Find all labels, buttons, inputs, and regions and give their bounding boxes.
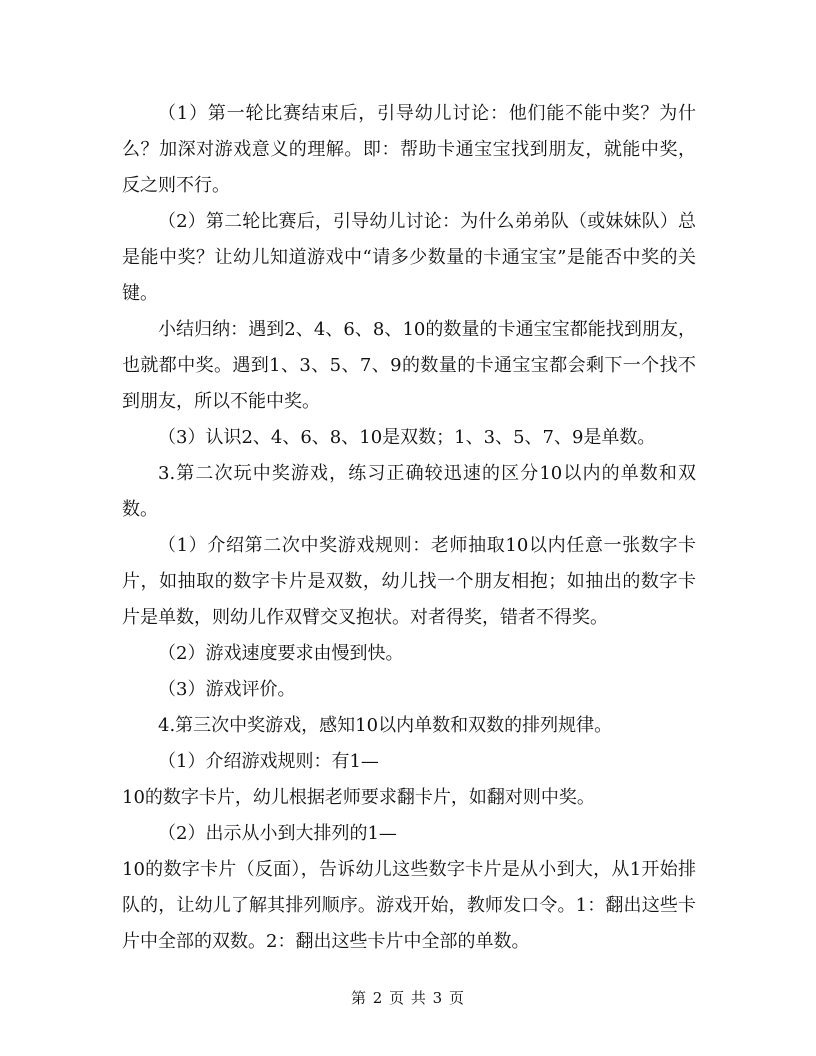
- paragraph: （2）第二轮比赛后，引导幼儿讨论：为什么弟弟队（或妹妹队）总是能中奖？让幼儿知道游戏中“请多少数量的卡通宝宝”是能否中奖的关键。: [122, 211, 696, 304]
- page-footer: 第 2 页 共 3 页: [351, 989, 465, 1007]
- paragraph: 4.第三次中奖游戏，感知10以内单数和双数的排列规律。: [158, 715, 613, 736]
- paragraph: 10的数字卡片，幼儿根据老师要求翻卡片，如翻对则中奖。: [122, 787, 595, 808]
- document-body: [122, 96, 696, 960]
- paragraph: （3）认识2、4、6、8、10是双数；1、3、5、7、9是单数。: [158, 427, 656, 448]
- paragraph: 10的数字卡片（反面），告诉幼儿这些数字卡片是从小到大，从1开始排队的，让幼儿了解其排列顺序。游戏开始，教师发口令。1：翻出这些卡片中全部的双数。2：翻出这些卡片中全部的单数。: [122, 859, 696, 952]
- paragraph: （1）介绍游戏规则：有1—: [158, 751, 379, 772]
- paragraph: （2）出示从小到大排列的1—: [158, 823, 397, 844]
- paragraph: （3）游戏评价。: [158, 679, 296, 700]
- paragraph: （1）第一轮比赛结束后，引导幼儿讨论：他们能不能中奖？为什么？加深对游戏意义的理解。即：帮助卡通宝宝找到朋友，就能中奖，反之则不行。: [122, 103, 696, 196]
- paragraph: （2）游戏速度要求由慢到快。: [158, 643, 404, 664]
- paragraph: 3.第二次玩中奖游戏，练习正确较迅速的区分10以内的单数和双数。: [122, 463, 696, 520]
- paragraph: （1）介绍第二次中奖游戏规则：老师抽取10以内任意一张数字卡片，如抽取的数字卡片是双数，幼儿找一个朋友相抱；如抽出的数字卡片是单数，则幼儿作双臂交叉抱状。对者得奖，错者不得奖。: [122, 535, 696, 628]
- paragraph: 小结归纳：遇到2、4、6、8、10的数量的卡通宝宝都能找到朋友，也就都中奖。遇到1、3、5、7、9的数量的卡通宝宝都会剩下一个找不到朋友，所以不能中奖。: [122, 319, 696, 412]
